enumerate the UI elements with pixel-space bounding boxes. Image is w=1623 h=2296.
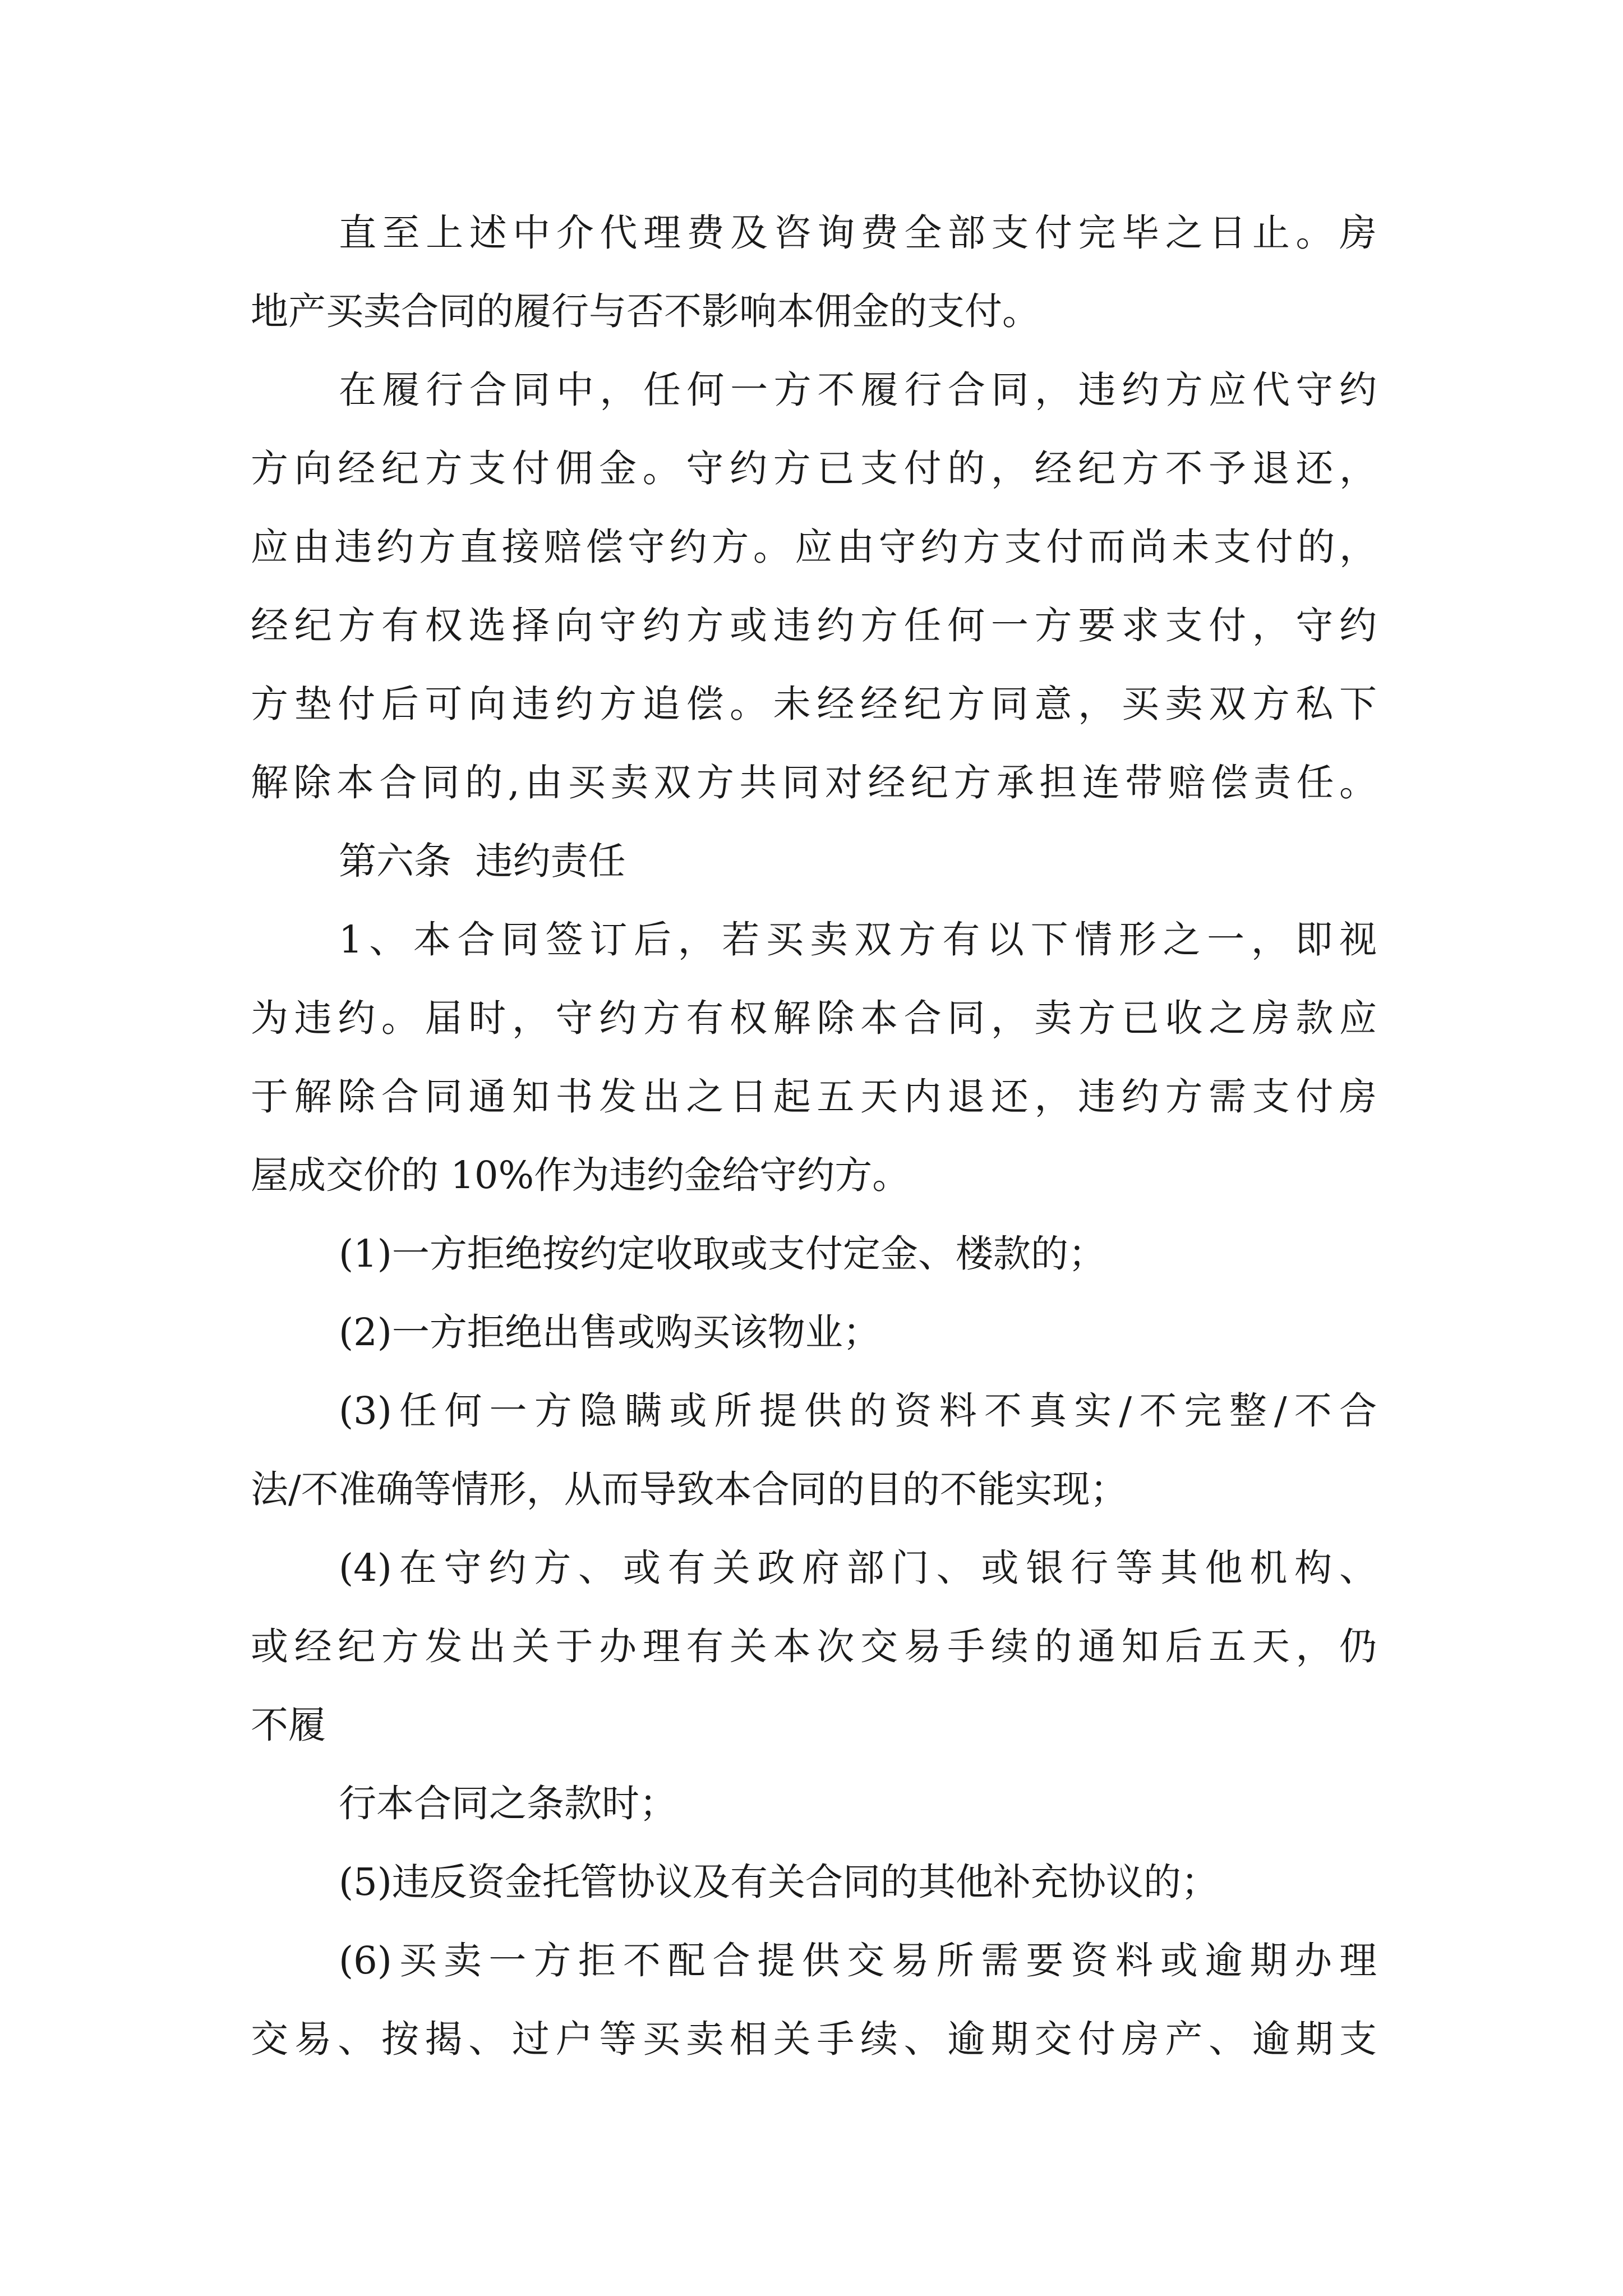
text-line: [251, 984, 1623, 1052]
text-line-content: 直至上述中介代理费及咨询费全部支付完毕之日止。房: [339, 211, 1377, 255]
list-item-text: (1)一方拒绝按约定收取或支付定金、楼款的；: [339, 1232, 1106, 1276]
list-item-text: (6)买卖一方拒不配合提供交易所需要资料或逾期办理: [339, 1939, 1377, 1982]
text-line: [251, 1691, 1623, 1759]
section-heading-text: 第六条 违约责任: [339, 839, 626, 883]
text-line-content: 应由违约方直接赔偿守约方。应由守约方支付而尚未支付的，: [251, 525, 1377, 569]
text-line-content: 法/不准确等情形，从而导致本合同的目的不能实现；: [251, 1467, 1128, 1511]
text-line: [339, 1770, 1623, 1837]
list-item: [339, 1848, 1623, 1916]
text-line: [339, 356, 1623, 424]
text-line: [251, 749, 1623, 816]
list-item: [339, 1299, 1623, 1366]
text-line: [251, 1613, 1623, 1680]
list-item: [339, 1377, 1623, 1444]
text-line-content: 交易、按揭、过户等买卖相关手续、逾期交付房产、逾期支: [251, 2017, 1377, 2061]
list-item-text: (2)一方拒绝出售或购买该物业；: [339, 1310, 880, 1354]
text-line-content: 方向经纪方支付佣金。守约方已支付的，经纪方不予退还，: [251, 447, 1377, 490]
text-line: [251, 2005, 1623, 2073]
section-heading: [339, 827, 1623, 895]
text-line-content: 方垫付后可向违约方追偿。未经经纪方同意，买卖双方私下: [251, 682, 1377, 726]
text-line: [251, 278, 1623, 345]
list-item: [339, 1534, 1623, 1602]
text-line-content: 1、本合同签订后，若买卖双方有以下情形之一，即视: [339, 918, 1377, 961]
text-line: [251, 670, 1623, 738]
text-line-content: 解除本合同的,由买卖双方共同对经纪方承担连带赔偿责任。: [251, 761, 1377, 804]
list-item: [339, 1927, 1623, 1994]
text-line-content: 或经纪方发出关于办理有关本次交易手续的通知后五天，仍: [251, 1625, 1377, 1668]
text-line: [251, 513, 1623, 581]
text-line: [339, 906, 1623, 973]
text-line-content: 于解除合同通知书发出之日起五天内退还，违约方需支付房: [251, 1075, 1377, 1119]
list-item-text: (5)违反资金托管协议及有关合同的其他补充协议的；: [339, 1860, 1219, 1904]
text-line-content: 行本合同之条款时；: [339, 1782, 677, 1825]
text-line-content: 为违约。届时，守约方有权解除本合同，卖方已收之房款应: [251, 996, 1377, 1040]
text-line: [251, 1063, 1623, 1130]
text-line-content: 经纪方有权选择向守约方或违约方任何一方要求支付，守约: [251, 604, 1377, 647]
list-item-text: (4)在守约方、或有关政府部门、或银行等其他机构、: [339, 1546, 1377, 1590]
text-line-content: 屋成交价的 10%作为违约金给守约方。: [251, 1153, 910, 1197]
text-line-content: 在履行合同中，任何一方不履行合同，违约方应代守约: [339, 368, 1377, 412]
text-line: [251, 435, 1623, 502]
text-line: [339, 199, 1623, 266]
text-line: [251, 592, 1623, 659]
text-line-content: 不履: [251, 1703, 326, 1747]
list-item: [339, 1220, 1623, 1287]
text-line: [251, 1456, 1623, 1523]
text-line-content: 地产买卖合同的履行与否不影响本佣金的支付。: [251, 289, 1040, 333]
text-line: [251, 1142, 1623, 1209]
list-item-text: (3)任何一方隐瞒或所提供的资料不真实/不完整/不合: [339, 1389, 1377, 1433]
